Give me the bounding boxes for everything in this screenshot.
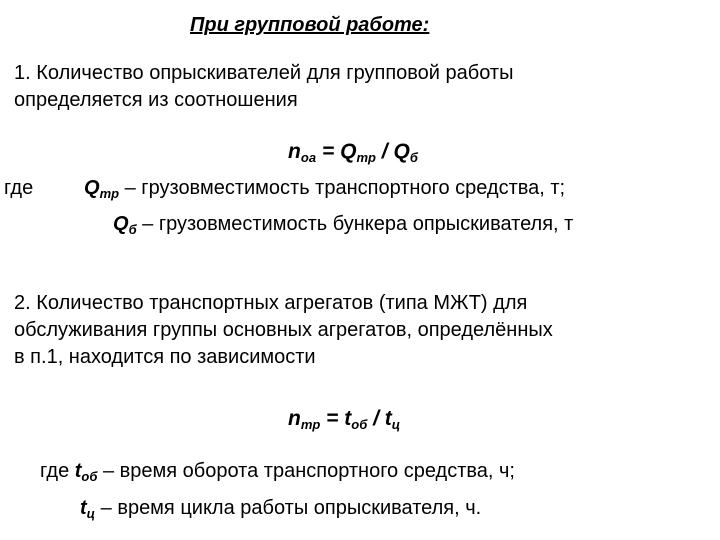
- item-2-line-1: 2. Количество транспортных агрегатов (типа МЖТ) для: [14, 292, 528, 314]
- definition-t-ob-subscript: об: [81, 469, 98, 484]
- definition-q-tr: [84, 177, 565, 201]
- definition-q-b-text: – грузовместимость бункера опрыскивателя, т: [136, 213, 574, 235]
- formula-2-lhs: n: [288, 407, 301, 430]
- formula-2-lhs-subscript: тр: [300, 417, 321, 432]
- item-1-line-2: определяется из соотношения: [14, 89, 298, 111]
- definition-t-c-subscript: ц: [86, 506, 96, 521]
- item-1-line-1: 1. Количество опрыскивателей для групповой работы: [14, 62, 514, 84]
- definition-t-ob-text: – время оборота транспортного средства, ч;: [97, 460, 515, 482]
- definition-q-b-subscript: б: [128, 222, 137, 237]
- definition-t-ob: [40, 460, 515, 484]
- item-2-paragraph: [14, 290, 553, 371]
- formula-2-numerator-subscript: об: [351, 417, 368, 432]
- formula-1-equals: =: [316, 140, 341, 163]
- formula-1-numerator-subscript: тр: [356, 150, 376, 165]
- definition-q-tr-text: – грузовместимость транспортного средства, т;: [119, 177, 566, 199]
- definition-q-b-symbol: Q: [113, 213, 129, 235]
- definition-t-c-symbol: t: [80, 497, 87, 519]
- definition-t-ob-symbol: t: [74, 460, 82, 482]
- formula-1-divide: /: [375, 140, 394, 163]
- formula-2-divide: /: [367, 407, 385, 430]
- where-label-2: где: [40, 460, 75, 482]
- definition-q-b: [113, 213, 573, 237]
- definition-t-c-text: – время цикла работы опрыскивателя, ч.: [95, 497, 482, 519]
- formula-1-numerator: Q: [340, 140, 357, 163]
- item-2-line-3: в п.1, находится по зависимости: [14, 346, 316, 368]
- where-label-1: где: [4, 177, 34, 199]
- formula-1-lhs-subscript: оа: [300, 150, 317, 165]
- formula-2-denominator: t: [384, 407, 392, 430]
- section-title: При групповой работе:: [190, 14, 430, 36]
- definition-q-tr-subscript: тр: [99, 186, 120, 201]
- formula-transport-count: [288, 407, 400, 432]
- formula-2-equals: =: [320, 407, 345, 430]
- formula-1-denominator-subscript: б: [409, 150, 418, 165]
- formula-spray-count: [288, 140, 418, 165]
- formula-1-denominator: Q: [393, 140, 410, 163]
- formula-2-denominator-subscript: ц: [391, 417, 401, 432]
- item-1-paragraph: [14, 60, 513, 114]
- formula-1-lhs: n: [288, 140, 301, 163]
- item-2-line-2: обслуживания группы основных агрегатов, определённых: [14, 319, 553, 341]
- formula-2-numerator: t: [344, 407, 352, 430]
- definition-q-tr-symbol: Q: [84, 177, 100, 199]
- definition-t-c: [80, 497, 481, 521]
